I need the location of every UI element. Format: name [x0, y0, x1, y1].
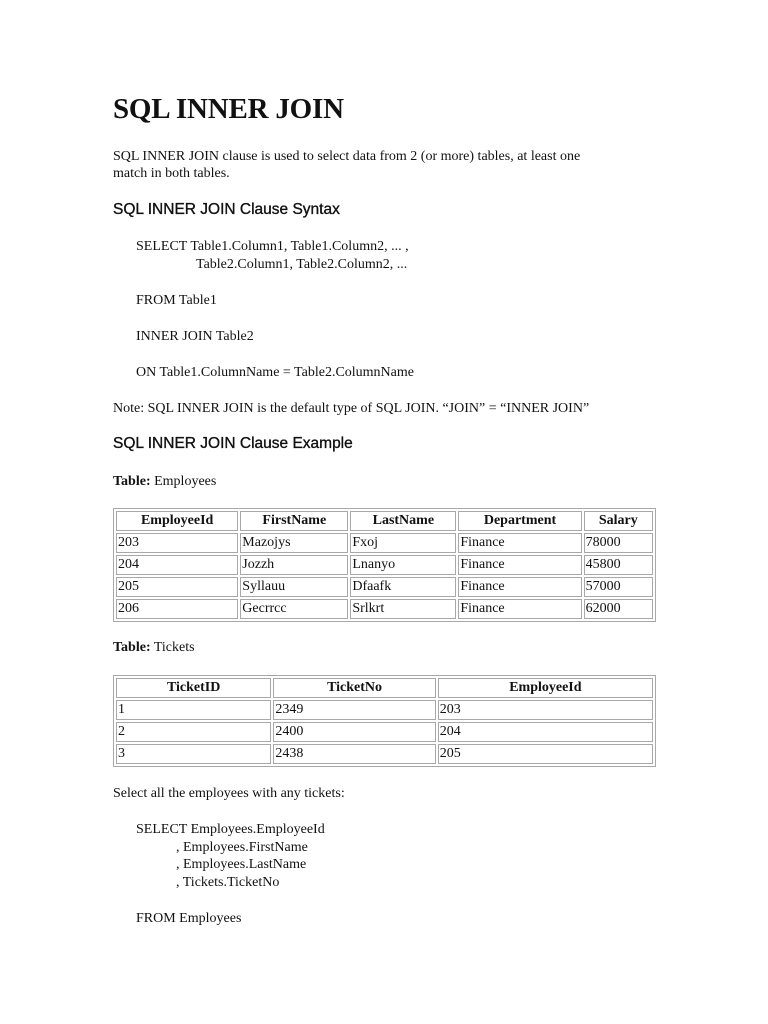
query-select-line-4: , Tickets.TicketNo — [176, 874, 280, 890]
employees-header-cell: Salary — [584, 511, 653, 531]
syntax-heading: SQL INNER JOIN Clause Syntax — [113, 201, 340, 218]
note-paragraph: Note: SQL INNER JOIN is the default type of SQL JOIN. “JOIN” = “INNER JOIN” — [113, 401, 590, 416]
table-cell: Finance — [458, 555, 581, 575]
table-cell: Finance — [458, 533, 581, 553]
table-cell: 2 — [116, 722, 271, 742]
table-cell: 3 — [116, 744, 271, 764]
table-cell: 57000 — [584, 577, 653, 597]
query-select-line-2: , Employees.FirstName — [176, 839, 308, 855]
table-cell: 2438 — [273, 744, 435, 764]
table-row — [116, 599, 653, 619]
tickets-table — [113, 675, 656, 767]
table-row — [116, 722, 653, 742]
table-cell: Srlkrt — [350, 599, 456, 619]
employees-header-row — [116, 511, 653, 531]
table-cell: Mazojys — [240, 533, 348, 553]
query-intro: Select all the employees with any tickets: — [113, 786, 345, 801]
syntax-select-line-1: SELECT Table1.Column1, Table1.Column2, ... , — [136, 239, 409, 254]
syntax-join-line: INNER JOIN Table2 — [136, 329, 254, 344]
intro-paragraph — [113, 148, 580, 182]
syntax-on-line: ON Table1.ColumnName = Table2.ColumnName — [136, 365, 414, 380]
query-from-line: FROM Employees — [136, 911, 242, 926]
intro-line-1: SQL INNER JOIN clause is used to select data from 2 (or more) tables, at least one — [113, 149, 581, 164]
tickets-header-cell: EmployeeId — [438, 678, 653, 698]
employees-header-cell: LastName — [350, 511, 456, 531]
table-cell: 204 — [116, 555, 238, 575]
syntax-from-line: FROM Table1 — [136, 293, 217, 308]
tickets-header-row — [116, 678, 653, 698]
employees-header-cell: FirstName — [240, 511, 348, 531]
table-cell: Finance — [458, 577, 581, 597]
employees-table — [113, 508, 656, 622]
table-cell: 206 — [116, 599, 238, 619]
table-cell: Fxoj — [350, 533, 456, 553]
table-cell: 203 — [116, 533, 238, 553]
table-cell: Dfaafk — [350, 577, 456, 597]
table-cell: 205 — [438, 744, 653, 764]
table-cell: 203 — [438, 700, 653, 720]
example-heading: SQL INNER JOIN Clause Example — [113, 435, 353, 452]
table-cell: Jozzh — [240, 555, 348, 575]
syntax-select-block — [136, 238, 409, 273]
table-row — [116, 533, 653, 553]
tickets-caption-label: Table: — [113, 640, 151, 655]
tickets-header-cell: TicketID — [116, 678, 271, 698]
tickets-caption-name: Tickets — [150, 640, 195, 655]
table-cell: Gecrrcc — [240, 599, 348, 619]
table-cell: Finance — [458, 599, 581, 619]
table-cell: 45800 — [584, 555, 653, 575]
syntax-select-line-2: Table2.Column1, Table2.Column2, ... — [196, 256, 408, 272]
table-cell: 2400 — [273, 722, 435, 742]
employees-caption-label: Table: — [113, 474, 151, 489]
employees-header-cell: EmployeeId — [116, 511, 238, 531]
table-cell: Syllauu — [240, 577, 348, 597]
table-cell: 2349 — [273, 700, 435, 720]
table-row — [116, 744, 653, 764]
table-row — [116, 577, 653, 597]
table-cell: 205 — [116, 577, 238, 597]
table-row — [116, 555, 653, 575]
tickets-header-cell: TicketNo — [273, 678, 435, 698]
query-select-line-3: , Employees.LastName — [176, 857, 307, 872]
table-cell: 1 — [116, 700, 271, 720]
employees-header-cell: Department — [458, 511, 581, 531]
page-title: SQL INNER JOIN — [113, 93, 344, 125]
intro-line-2: match in both tables. — [113, 166, 230, 181]
query-select-block — [136, 821, 325, 891]
employees-table-caption — [113, 474, 216, 490]
table-cell: Lnanyo — [350, 555, 456, 575]
table-cell: 204 — [438, 722, 653, 742]
employees-caption-name: Employees — [150, 474, 217, 489]
table-row — [116, 700, 653, 720]
table-cell: 78000 — [584, 533, 653, 553]
tickets-table-caption — [113, 640, 195, 656]
query-select-line-1: SELECT Employees.EmployeeId — [136, 822, 325, 837]
table-cell: 62000 — [584, 599, 653, 619]
